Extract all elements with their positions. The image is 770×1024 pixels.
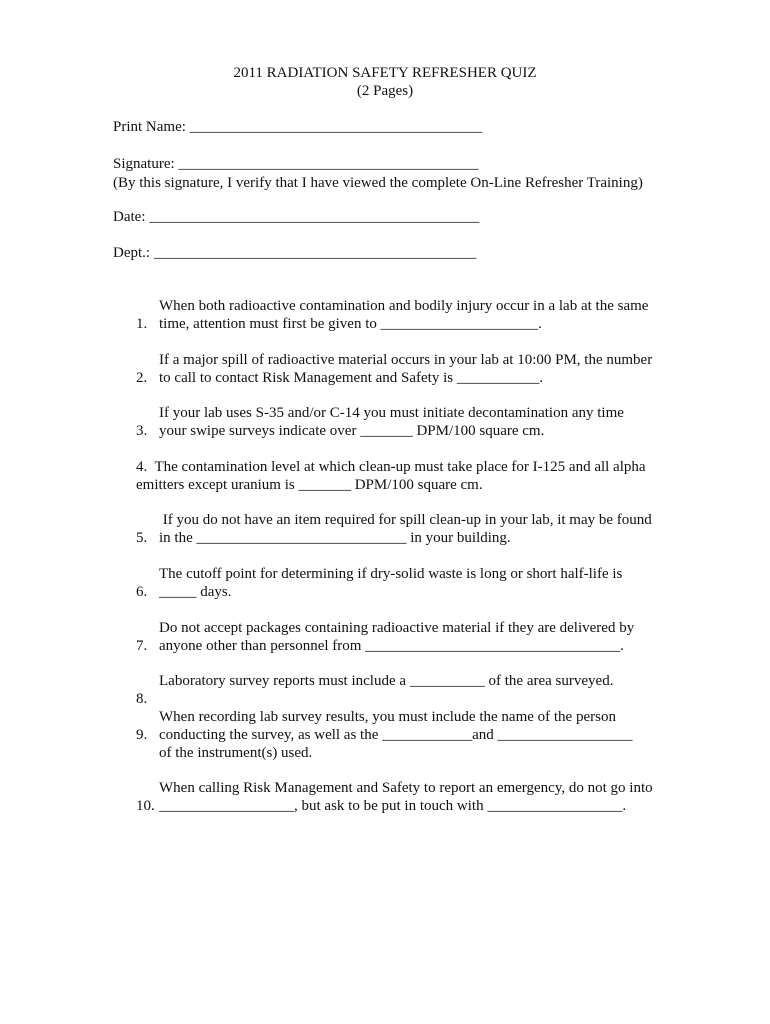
question-number: 2. (136, 370, 148, 386)
question-text: of the instrument(s) used. (159, 745, 313, 761)
question-number: 8. (136, 691, 148, 707)
question-text: When recording lab survey results, you must include the name of the person (159, 709, 616, 725)
question-10 (0, 779, 653, 869)
question-text[interactable]: __________________, but ask to be put in touch with __________________. (159, 798, 627, 814)
page-count: (2 Pages) (356, 83, 414, 99)
question-number: 5. (136, 530, 148, 546)
question-text[interactable]: time, attention must first be given to _____________________. (159, 316, 542, 332)
title-block (0, 64, 770, 100)
question-text: The cutoff point for determining if dry-solid waste is long or short half-life is (159, 566, 623, 582)
dept-field[interactable]: Dept.: ___________________________________________ (113, 245, 477, 261)
question-text[interactable]: in the ____________________________ in your building. (159, 530, 511, 546)
signature-note: (By this signature, I verify that I have viewed the complete On-Line Refresher Training) (113, 175, 643, 191)
question-text: 4. The contamination level at which clean-up must take place for I-125 and all alpha (136, 459, 646, 475)
question-text: Do not accept packages containing radioactive material if they are delivered by (159, 620, 635, 636)
question-number: 7. (136, 638, 148, 654)
question-text: When both radioactive contamination and bodily injury occur in a lab at the same (159, 298, 649, 314)
question-number: 1. (136, 316, 148, 332)
question-text[interactable]: your swipe surveys indicate over _______ DPM/100 square cm. (159, 423, 545, 439)
signature-field[interactable]: Signature: ________________________________________ (113, 156, 479, 172)
date-field[interactable]: Date: ____________________________________________ (113, 209, 480, 225)
question-text[interactable]: to call to contact Risk Management and Safety is ___________. (159, 370, 544, 386)
page-title: 2011 RADIATION SAFETY REFRESHER QUIZ (233, 65, 537, 81)
question-number: 6. (136, 584, 148, 600)
question-text[interactable]: Laboratory survey reports must include a __________ of the area surveyed. (159, 673, 614, 689)
question-text: When calling Risk Management and Safety to report an emergency, do not go into (159, 780, 653, 796)
question-number: 3. (136, 423, 148, 439)
question-text[interactable]: emitters except uranium is _______ DPM/100 square cm. (136, 477, 483, 493)
question-text[interactable]: conducting the survey, as well as the ____________and __________________ (159, 727, 633, 743)
print-name-field[interactable]: Print Name: _______________________________________ (113, 119, 483, 135)
question-text: If a major spill of radioactive material occurs in your lab at 10:00 PM, the number (159, 352, 653, 368)
question-text[interactable]: _____ days. (159, 584, 232, 600)
question-text: If you do not have an item required for spill clean-up in your lab, it may be found (159, 512, 652, 528)
question-number: 9. (136, 727, 148, 743)
question-text[interactable]: anyone other than personnel from __________________________________. (159, 638, 624, 654)
question-number: 10. (136, 798, 155, 814)
question-text: If your lab uses S-35 and/or C-14 you must initiate decontamination any time (159, 405, 624, 421)
